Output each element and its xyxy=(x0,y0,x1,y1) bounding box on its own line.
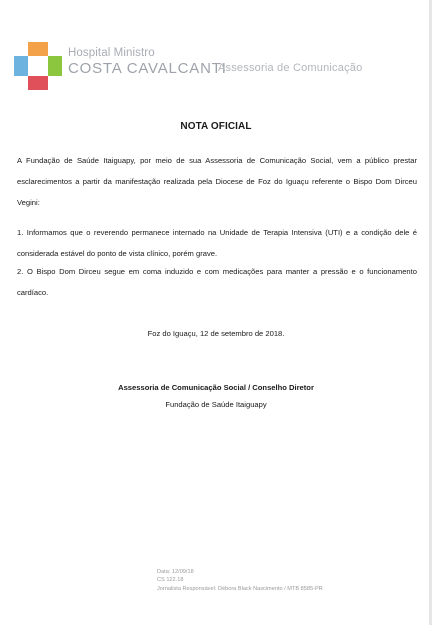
footer-info xyxy=(157,568,323,593)
footer-code: CS 122.18 xyxy=(157,577,184,584)
intro-paragraph: A Fundação de Saúde Itaiguapy, por meio de sua Assessoria de Comunicação Social, vem a público prestar esclarecimentos a partir da manifestação realizada pela Diocese de Foz do Iguaçu referente o Bispo Dom Dirceu Vegini: xyxy=(17,156,417,207)
item-1-paragraph: 1. Informamos que o reverendo permanece internado na Unidade de Terapia Intensiva (UTI) e a condição dele é considerada estável do ponto de vista clínico, porém grave. xyxy=(17,228,417,258)
signature-organization: Fundação de Saúde Itaiguapy xyxy=(165,400,267,409)
letterhead xyxy=(14,40,418,92)
department-name: Assessoria de Comunicação xyxy=(218,62,363,74)
logo-line1: Hospital Ministro xyxy=(68,47,155,59)
hospital-logo-icon xyxy=(14,42,62,90)
logo-line2: COSTA CAVALCANTI xyxy=(68,59,227,77)
footer-date: Data: 12/09/18 xyxy=(157,569,194,575)
footer-journalist: Jornalista Responsável: Débora Black Nascimento / MTB 8585-PR xyxy=(157,585,323,592)
place-date: Foz do Iguaçu, 12 de setembro de 2018. xyxy=(147,329,285,338)
document-title: NOTA OFICIAL xyxy=(180,121,252,132)
item-2-paragraph: 2. O Bispo Dom Dirceu segue em coma induzido e com medicações para manter a pressão e o funcionamento cardíaco. xyxy=(17,267,417,297)
signature-title: Assessoria de Comunicação Social / Conselho Diretor xyxy=(118,383,314,392)
hospital-logo-text xyxy=(68,48,227,76)
